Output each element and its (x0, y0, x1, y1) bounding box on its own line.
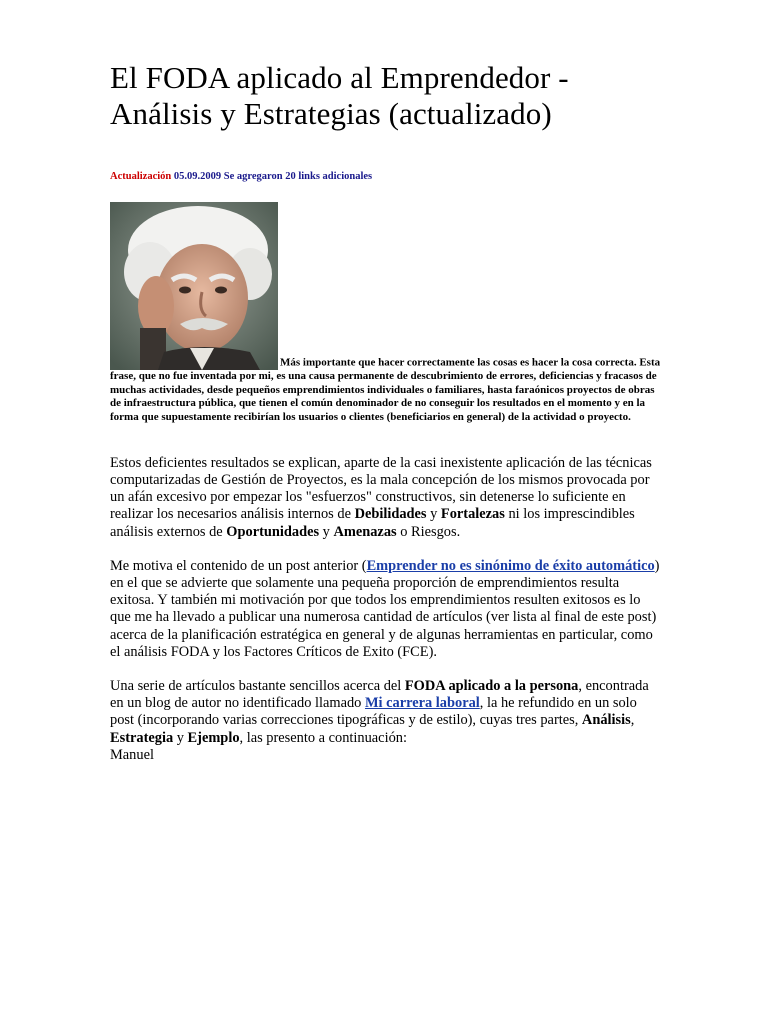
intro-paragraph (110, 202, 662, 425)
p2-text-a: Me motiva el contenido de un post anterior ( (110, 557, 367, 574)
p1-text-f: o Riesgos. (396, 523, 461, 540)
p1-text-e: y (319, 523, 334, 540)
p1-bold-amenazas: Amenazas (333, 523, 397, 540)
title-line-2: Análisis y Estrategias (actualizado) (110, 96, 552, 131)
p3-bold-estrategia: Estrategia (110, 729, 174, 746)
paragraph-1 (110, 455, 662, 541)
p3-bold-ejemplo: Ejemplo (187, 729, 240, 746)
p3-text-c: , encontrada en un blog de autor no identificado llamado (110, 678, 649, 712)
update-tag: Actualización (110, 171, 172, 182)
p2-text-b: ) en el que se advierte que solamente una pequeña proporción de emprendimientos resulta exitosa. Y también mi motivación por que todos los emprendimientos resulten exitosos es lo que me ha llevado a publicar una numerosa cantidad de artículos (ver lista al final de este post) acerca de la planificación estratégica en general y de algunas herramientas en particular, como el análisis FODA y los Factores Críticos de Exito (FCE). (110, 557, 660, 660)
title-line-1: El FODA aplicado al Emprendedor - (110, 60, 569, 95)
paragraph-3 (110, 678, 662, 764)
p3-bold-foda-persona: FODA aplicado a la persona (404, 678, 579, 695)
author-signature: Manuel (110, 746, 154, 763)
link-mi-carrera-laboral[interactable]: Mi carrera laboral (364, 695, 480, 712)
p3-text-e: , (630, 712, 635, 729)
p1-text-d: ni los imprescindibles análisis externos de (110, 506, 635, 540)
portrait-photo (110, 202, 278, 370)
update-text: 05.09.2009 Se agregaron 20 links adicionales (173, 171, 373, 182)
p1-bold-debilidades: Debilidades (354, 506, 427, 523)
p3-text-d: , la he refundido en un solo post (incorporando varias correcciones tipográficas y de estilo), cuyas tres partes, (110, 695, 637, 729)
paragraph-2 (110, 558, 662, 661)
p3-text-f: y (173, 729, 188, 746)
update-note (110, 170, 662, 184)
p3-text-g: , las presento a continuación: (239, 729, 407, 746)
intro-text: Más importante que hacer correctamente las cosas es hacer la cosa correcta. Esta frase, que no fue inventada por mi, es una causa permanente de descubrimiento de errores, deficiencias y fracasos de muchas actividades, desde pequeños emprendimientos individuales o familiares, hasta faraónicos proyectos de obras de infraestructura pública, que tienen el común denominador de no conseguir los resultados en el momento y en la forma que supuestamente recibirían los usuarios o clientes (beneficiarios en general) de la actividad o proyecto. (110, 356, 661, 424)
p1-bold-fortalezas: Fortalezas (440, 506, 505, 523)
p1-bold-oportunidades: Oportunidades (226, 523, 320, 540)
article-title (110, 60, 662, 132)
p1-text-a: Estos deficientes resultados se explican, aparte de la casi inexistente aplicación de las técnicas computarizadas de Gestión de Proyectos, es la mala concepción de los mismos provocada por un afán excesivo por empezar los "esfuerzos" constructivos, sin detenerse lo suficiente en realizar los necesarios análisis internos de (110, 454, 652, 523)
article (110, 60, 662, 764)
link-emprender-post[interactable]: Emprender no es sinónimo de éxito automático (366, 557, 655, 574)
p3-bold-analisis: Análisis (581, 712, 631, 729)
article-body (110, 455, 662, 764)
p1-text-c: y (426, 506, 441, 523)
p3-text-a: Una serie de artículos bastante sencillos acerca del (110, 678, 405, 695)
portrait-illustration (110, 202, 278, 370)
